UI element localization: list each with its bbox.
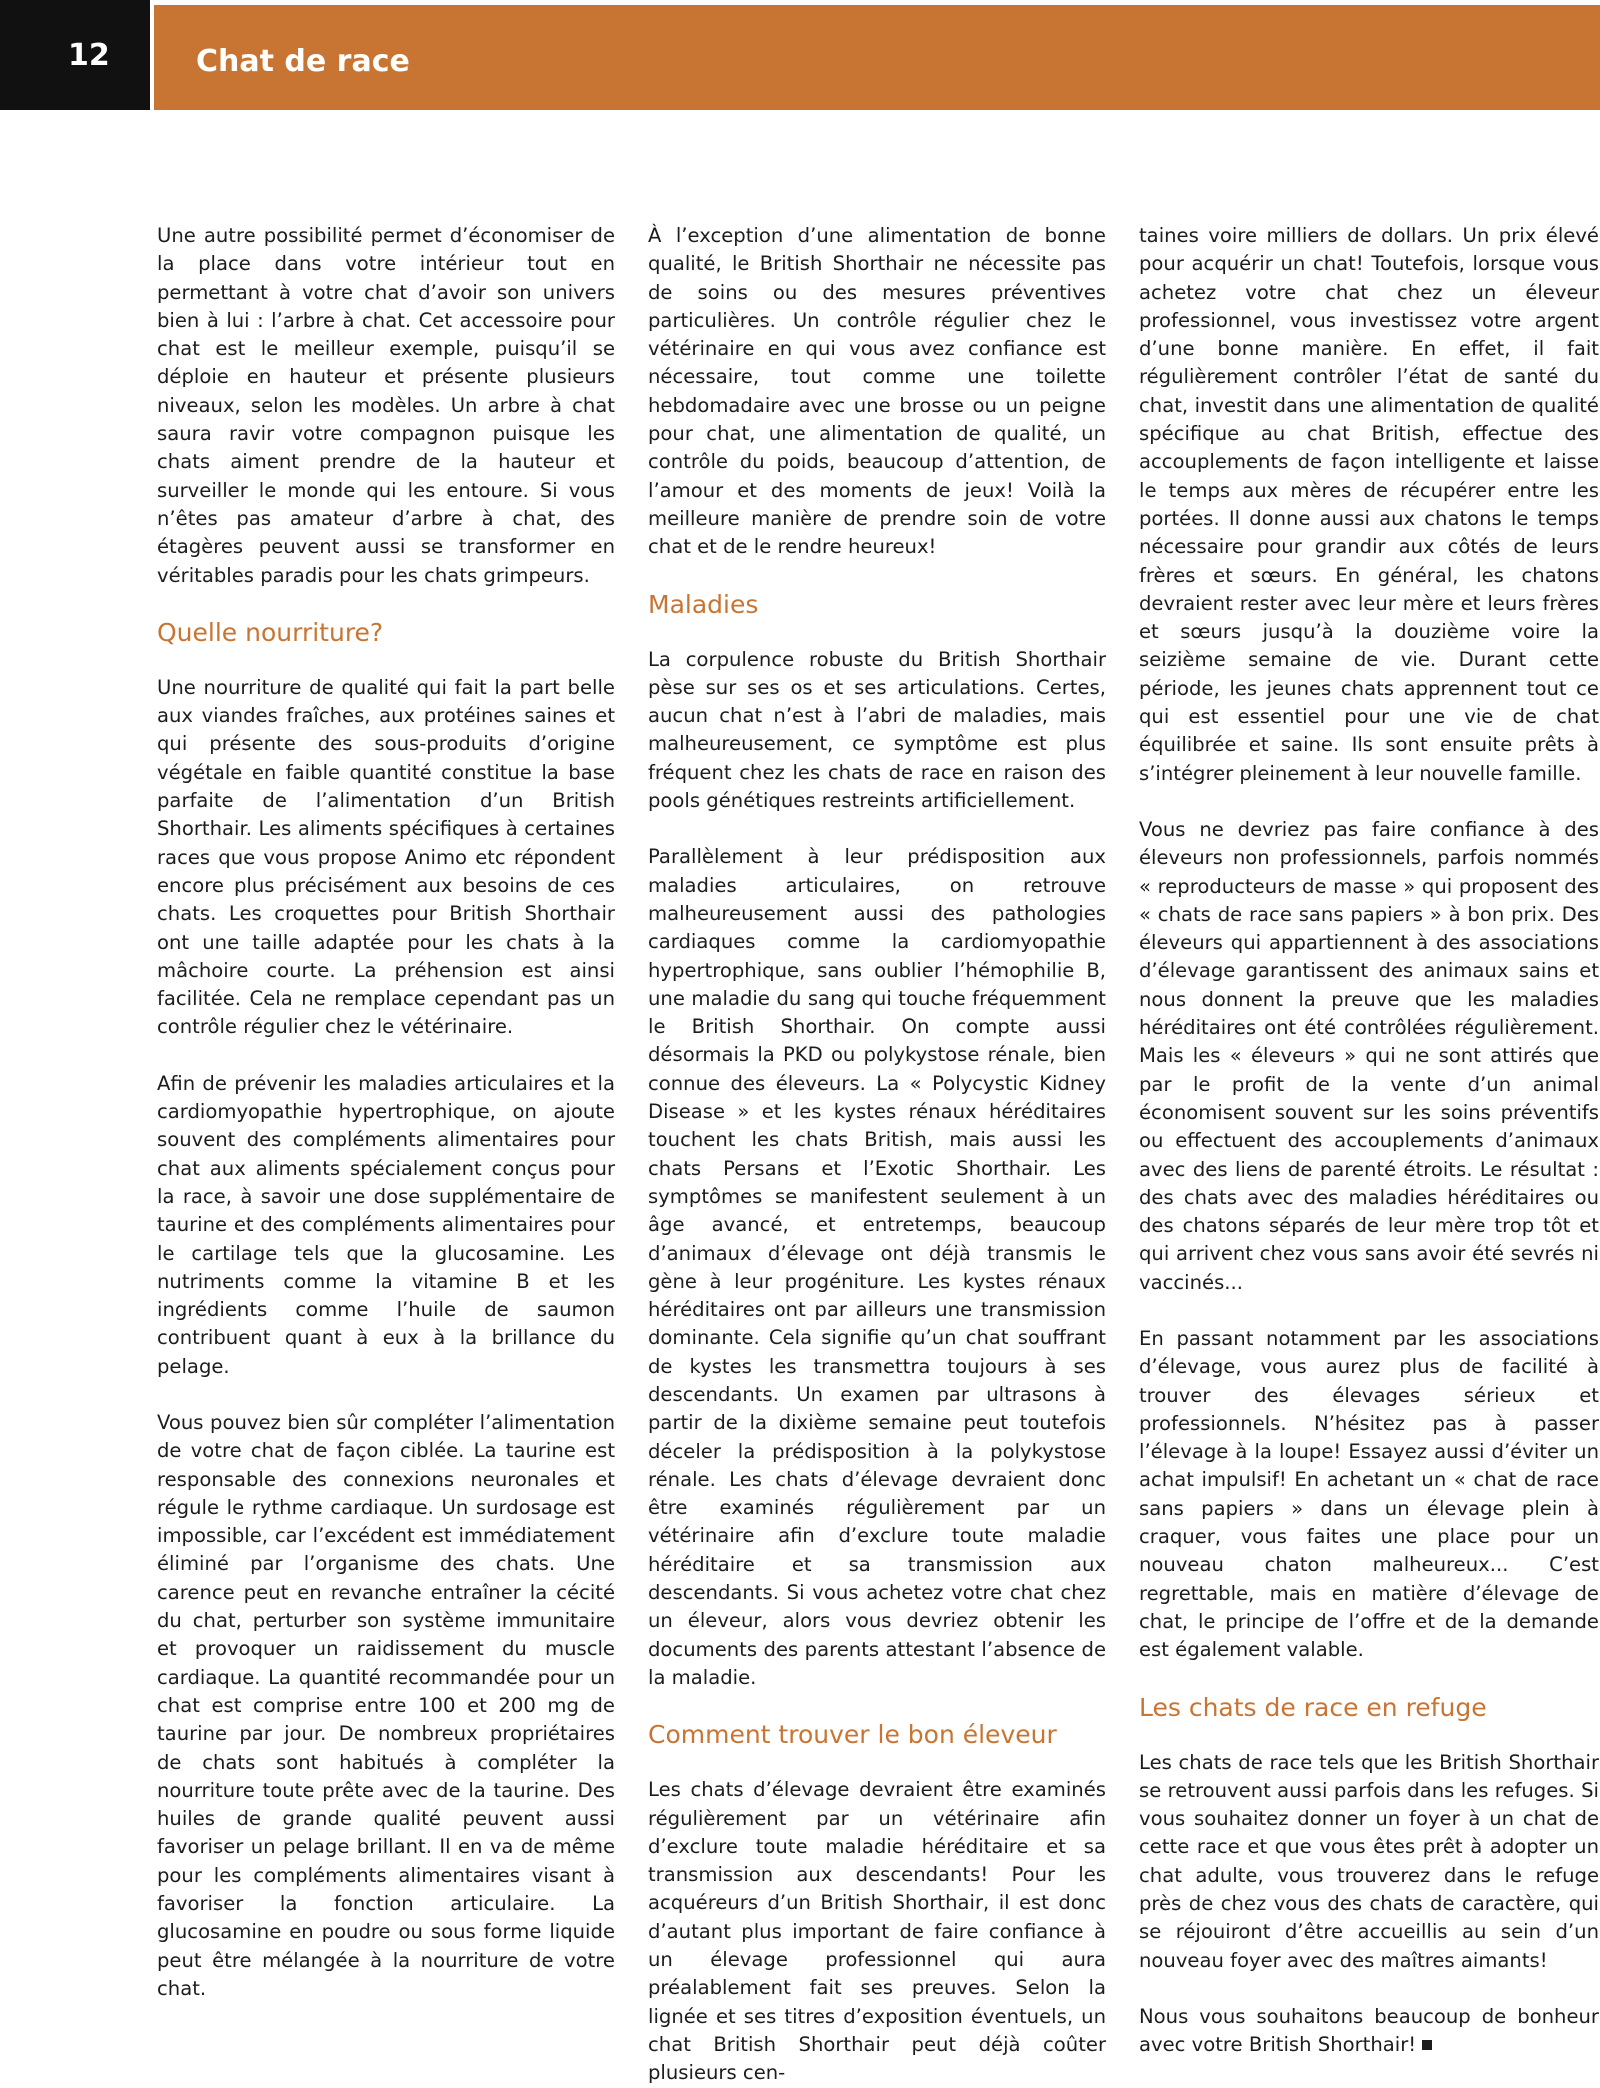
running-title-bar (154, 5, 1600, 110)
body-paragraph (157, 222, 615, 590)
end-of-article-square-icon (1422, 2040, 1432, 2050)
section-heading-text: Comment trouver le bon éleveur (648, 1720, 1057, 1750)
page-number: 12 (68, 38, 110, 73)
paragraph-text: Les chats de race tels que les British Shorthair se retrouvent aussi parfois dans les refuges. Si vous souhaitez donner un foyer à un chat de cette race et que vous êtes prêt à adopter un chat adulte, vous trouverez dans le refuge près de chez vous des chats de caractère, qui se réjouiront d’être accueillis au sein d’un nouveau foyer avec des maîtres aimants! (1139, 1750, 1599, 1972)
running-title: Chat de race (196, 44, 410, 79)
text-column-1 (157, 222, 615, 2003)
text-column-3 (1139, 222, 1599, 2060)
body-paragraph (648, 646, 1106, 816)
paragraph-text: Une nourriture de qualité qui fait la part belle aux viandes fraîches, aux protéines saines et qui présente des sous-produits d’origine végétale en faible quantité constitue la base parfaite de l’alimentation d’un British Shorthair. Les aliments spécifiques à certaines races que vous propose Animo etc répondent encore plus précisément aux besoins de ces chats. Les croquettes pour British Shorthair ont une taille adaptée pour les chats à la mâchoire courte. La préhension est ainsi facilitée. Cela ne remplace cependant pas un contrôle régulier chez le vétérinaire. (157, 675, 615, 1039)
paragraph-text: Vous pouvez bien sûr compléter l’alimentation de votre chat de façon ciblée. La taurine est responsable des connexions neuronales et régule le rythme cardiaque. Un surdosage est impossible, car l’excédent est immédiatement éliminé par l’organisme des chats. Une carence peut en revanche entraîner la cécité du chat, perturber son système immunitaire et provoquer un raidissement du muscle cardiaque. La quantité recommandée pour un chat est comprise entre 100 et 200 mg de taurine par jour. De nombreux propriétaires de chats sont habitués à compléter la nourriture toute prête avec de la taurine. Des huiles de grande qualité peuvent aussi favoriser un pelage brillant. Il en va de même pour les compléments alimentaires visant à favoriser la fonction articulaire. La glucosamine en poudre ou sous forme liquide peut être mélangée à la nourriture de votre chat. (157, 1410, 615, 2000)
paragraph-text: À l’exception d’une alimentation de bonne qualité, le British Shorthair ne nécessite pas de soins ou des mesures préventives particulières. Un contrôle régulier chez le vétérinaire en qui vous avez confiance est nécessaire, tout comme une toilette hebdomadaire avec une brosse ou un peigne pour chat, une alimentation de qualité, un contrôle du poids, beaucoup d’attention, de l’amour et des moments de jeux! Voilà la meilleure manière de prendre soin de votre chat et de le rendre heureux! (648, 224, 1106, 559)
paragraph-text: Nous vous souhaitons beaucoup de bonheur avec votre British Shorthair! (1139, 2004, 1599, 2057)
section-heading (648, 590, 1106, 620)
body-paragraph (648, 222, 1106, 562)
body-paragraph (157, 674, 615, 1042)
body-paragraph (648, 843, 1106, 1692)
page-header (0, 0, 1600, 110)
section-heading (648, 1720, 1106, 1750)
body-paragraph (157, 1070, 615, 1381)
body-paragraph (1139, 816, 1599, 1297)
page-number-box (0, 0, 150, 110)
paragraph-text: Une autre possibilité permet d’économiser de la place dans votre intérieur tout en permettant à votre chat d’avoir son univers bien à lui : l’arbre à chat. Cet accessoire pour chat est le meilleur exemple, puisqu’il se déploie en hauteur et présente plusieurs niveaux, selon les modèles. Un arbre à chat saura ravir votre compagnon puisque les chats aiment prendre de la hauteur et surveiller le monde qui les entoure. Si vous n’êtes pas amateur d’arbre à chat, des étagères peuvent aussi se transformer en véritables paradis pour les chats grimpeurs. (157, 224, 615, 587)
paragraph-text: La corpulence robuste du British Shorthair pèse sur ses os et ses articulations. Certes, aucun chat n’est à l’abri de maladies, mais malheureusement, ce symptôme est plus fréquent chez les chats de race en raison des pools génétiques restreints artificiellement. (648, 647, 1106, 813)
paragraph-text: Les chats d’élevage devraient être examinés régulièrement par un vétérinaire afin d’exclure toute maladie héréditaire et sa transmission aux descendants! Pour les acquéreurs d’un British Shorthair, il est donc d’autant plus important de faire confiance à un élevage professionnel qui aura préalablement fait ses preuves. Selon la lignée et ses titres d’exposition éventuels, un chat British Shorthair peut déjà coûter plusieurs cen- (648, 1778, 1106, 2085)
body-paragraph (1139, 222, 1599, 788)
text-column-2 (648, 222, 1106, 2088)
paragraph-text: Afin de prévenir les maladies articulaires et la cardiomyopathie hypertrophique, on ajoute souvent des compléments alimentaires pour chat aux aliments spécialement conçus pour la race, à savoir une dose supplémentaire de taurine et des compléments alimentaires pour le cartilage tels que la glucosamine. Les nutriments comme la vitamine B et les ingrédients comme l’huile de saumon contribuent quant à eux à la brillance du pelage. (157, 1071, 615, 1378)
paragraph-text: Vous ne devriez pas faire confiance à des éleveurs non professionnels, parfois nommés « reproducteurs de masse » qui proposent des « chats de race sans papiers » à bon prix. Des éleveurs qui appartiennent à des associations d’élevage garantissent des animaux sains et nous donnent la preuve que les maladies héréditaires ont été contrôlées régulièrement. Mais les « éleveurs » qui ne sont attirés que par le profit de la vente d’un animal économisent souvent sur les soins préventifs ou effectuent des accouplements d’animaux avec des liens de parenté étroits. Le résultat : des chats avec des maladies héréditaires ou des chatons séparés de leur mère trop tôt et qui arrivent chez vous sans avoir été sevrés ni vaccinés... (1139, 817, 1599, 1294)
body-paragraph (1139, 1749, 1599, 1975)
paragraph-text: En passant notamment par les associations d’élevage, vous aurez plus de facilité à trouver des élevages sérieux et professionnels. N’hésitez pas à passer l’élevage à la loupe! Essayez aussi d’éviter un achat impulsif! En achetant un « chat de race sans papiers » dans un élevage plein à craquer, vous faites une place pour un nouveau chaton malheureux... C’est regrettable, mais en matière d’élevage de chat, le principe de l’offre et de la demande est également valable. (1139, 1326, 1599, 1662)
section-heading-text: Les chats de race en refuge (1139, 1692, 1487, 1722)
paragraph-text: Parallèlement à leur prédisposition aux maladies articulaires, on retrouve malheureusement aussi des pathologies cardiaques comme la cardiomyopathie hypertrophique, sans oublier l’hémophilie B, une maladie du sang qui touche fréquemment le British Shorthair. On compte aussi désormais la PKD ou polykystose rénale, bien connue des éleveurs. La « Polycystic Kidney Disease » et les kystes rénaux héréditaires touchent les chats British, mais aussi les chats Persans et l’Exotic Shorthair. Les symptômes se manifestent seulement à un âge avancé, et entretemps, beaucoup d’animaux d’élevage ont déjà transmis le gène à leur progéniture. Les kystes rénaux héréditaires ont par ailleurs une transmission dominante. Cela signifie qu’un chat souffrant de kystes les transmettra toujours à ses descendants. Un examen par ultrasons à partir de la dixième semaine peut toutefois déceler la prédisposition à la polykystose rénale. Les chats d’élevage devraient donc être examinés régulièrement par un vétérinaire afin d’exclure toute maladie héréditaire et sa transmission aux descendants. Si vous achetez votre chat chez un éleveur, alors vous devriez obtenir les documents des parents attestant l’absence de la maladie. (648, 845, 1106, 1689)
body-paragraph (1139, 1325, 1599, 1665)
section-heading-text: Quelle nourriture? (157, 617, 384, 647)
body-paragraph (157, 1409, 615, 2003)
body-paragraph (648, 1776, 1106, 2087)
paragraph-text: taines voire milliers de dollars. Un prix élevé pour acquérir un chat! Toutefois, lorsque vous achetez votre chat chez un éleveur professionnel, vous investissez votre argent d’une bonne manière. En effet, il fait régulièrement contrôler l’état de santé du chat, investit dans une alimentation de qualité spécifique au chat British, effectue des accouplements de façon intelligente et laisse le temps aux mères de récupérer entre les portées. Il donne aussi aux chatons le temps nécessaire pour grandir aux côtés de leurs frères et sœurs. En général, les chatons devraient rester avec leur mère et leurs frères et sœurs jusqu’à la douzième voire la seizième semaine de vie. Durant cette période, les jeunes chats apprennent tout ce qui est essentiel pour une vie de chat équilibrée et saine. Ils sont ensuite prêts à s’intégrer pleinement à leur nouvelle famille. (1139, 224, 1599, 785)
section-heading (1139, 1693, 1599, 1723)
section-heading-text: Maladies (648, 589, 759, 619)
body-paragraph (1139, 2003, 1599, 2060)
section-heading (157, 618, 615, 648)
